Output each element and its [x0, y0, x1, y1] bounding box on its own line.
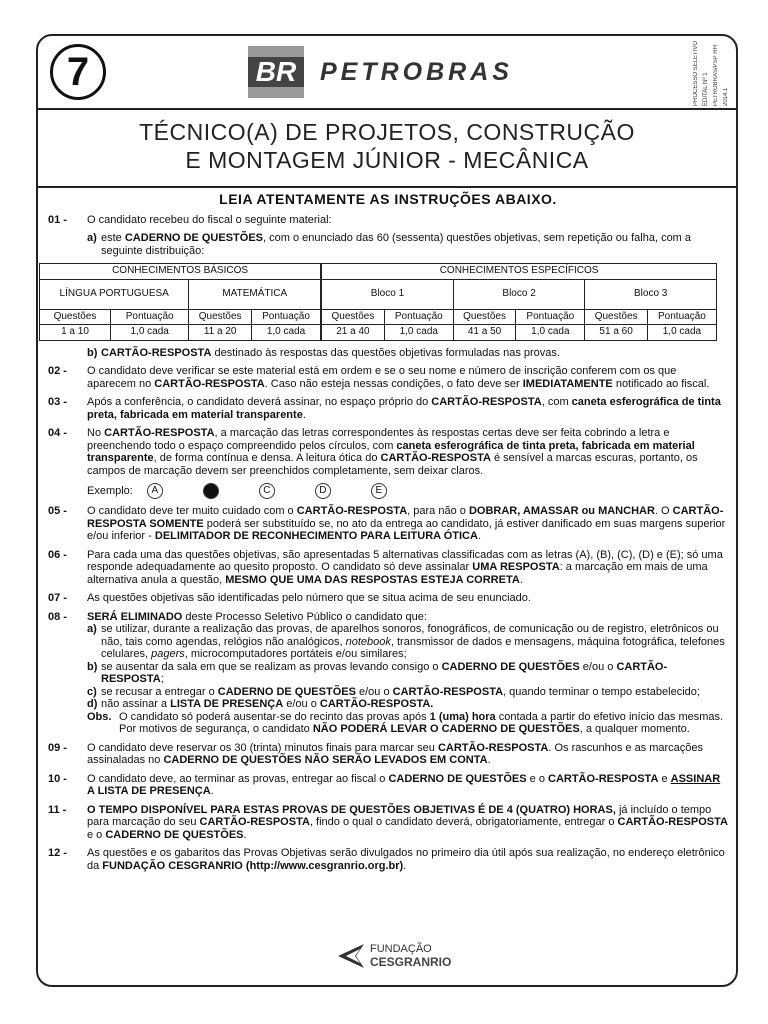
example-bubble-a: A: [147, 483, 163, 499]
example-bubble-c: C: [259, 483, 275, 499]
instructions: [48, 188, 728, 878]
instruction-10: 10 - O candidato deve, ao terminar as provas, entregar ao fiscal o CADERNO DE QUESTÕES e o CARTÃO-RESPOSTA e ASSINAR A LISTA DE PRESENÇA.: [48, 772, 721, 797]
instructions-title: LEIA ATENTAMENTE AS INSTRUÇÕES ABAIXO.: [219, 191, 557, 207]
instruction-02: 02 - O candidato deve verificar se este material está em ordem e se o seu nome e número de inscrição conferem com os que aparecem no CARTÃO-RESPOSTA. Caso não esteja nessas condições, o fato deve ser IMEDIATAMENTE notificado ao fiscal.: [48, 365, 710, 390]
footer-line-1: FUNDAÇÃO: [370, 943, 432, 955]
br-logo-mark: BR: [248, 46, 304, 98]
example-bubble-e: E: [371, 483, 387, 499]
instruction-08: 08 - SERÁ ELIMINADO deste Processo Seletivo Público o candidato que: a) se utilizar, durante a realização das provas, de aparelhos sonoros, fonográficos, de comunicação ou de registro, eletrônicos ou não, tais como agendas, relógios não analógicos, notebook, transmissor de dados e mensagens, máquina fotográfica, telefones celulares, pagers, microcomputadores portáteis e/ou similares; b) se ausentar da sala em que se realizam as provas levando consigo o CADERNO DE QUESTÕES e/ou o CARTÃO-RESPOSTA; c) se recusar a entregar o CADERNO DE QUESTÕES e/ou o CARTÃO-RESPOSTA, quando terminar o tempo estabelecido; d) não assinar a LISTA DE PRESENÇA e/ou o CARTÃO-RESPOSTA. Obs. O candidato só poderá ausentar-se do recinto das provas após 1 (uma) hora contada a partir do efetivo início das mesmas. Por motivos de segurança, o candidato NÃO PODERÁ LEVAR O CADERNO DE QUESTÕES, a qualquer momento.: [48, 610, 725, 735]
logo-text: PETROBRAS: [320, 58, 513, 86]
petrobras-logo: [248, 46, 528, 98]
cesgranrio-arrow-icon: [336, 942, 366, 970]
exam-title: [38, 112, 736, 188]
marking-example: Exemplo: A C D E: [87, 483, 728, 499]
title-line-1: TÉCNICO(A) DE PROJETOS, CONSTRUÇÃO: [139, 119, 635, 145]
side-vertical-text: PROCESSO SELETIVO EDITAL Nº 1 PETROBRAS/PSP RH 2014.1: [693, 40, 729, 106]
title-line-2: E MONTAGEM JÚNIOR - MECÂNICA: [185, 147, 589, 173]
instruction-11: 11 - O TEMPO DISPONÍVEL PARA ESTAS PROVAS DE QUESTÕES OBJETIVAS É DE 4 (QUATRO) HORAS, já incluído o tempo para marcação do seu CARTÃO-RESPOSTA, findo o qual o candidato deverá, obrigatoriamente, entregar o CARTÃO-RESPOSTA e o CADERNO DE QUESTÕES.: [48, 803, 728, 841]
instruction-01b: b) CARTÃO-RESPOSTA destinado às respostas das questões objetivas formuladas nas provas.: [87, 346, 560, 359]
instruction-07: 07 - As questões objetivas são identificadas pelo número que se situa acima de seu enunciado.: [48, 592, 531, 604]
example-bubble-d: D: [315, 483, 331, 499]
instruction-12: 12 - As questões e os gabaritos das Provas Objetivas serão divulgados no primeiro dia útil após sua realização, no endereço eletrônico da FUNDAÇÃO CESGRANRIO (http://www.cesgranrio.org.br).: [48, 847, 725, 872]
footer-line-2: CESGRANRIO: [370, 955, 452, 969]
instruction-05: 05 - O candidato deve ter muito cuidado com o CARTÃO-RESPOSTA, para não o DOBRAR, AMASSAR ou MANCHAR. O CARTÃO-RESPOSTA SOMENTE poderá ser substituído se, no ato da entrega ao candidato, já estiver danificado em suas margens superior e/ou inferior - DELIMITADOR DE RECONHECIMENTO PARA LEITURA ÓTICA.: [48, 505, 726, 542]
header: [38, 36, 736, 110]
instruction-01: 01 - O candidato recebeu do fiscal o seguinte material: a) este CADERNO DE QUESTÕES, com o enunciado das 60 (sessenta) questões objetivas, sem repetição ou falha, com a seguinte distribuição:: [48, 213, 692, 257]
instruction-06: 06 - Para cada uma das questões objetivas, são apresentadas 5 alternativas classificadas com as letras (A), (B), (C), (D) e (E); só uma responde adequadamente ao quesito proposto. O candidato só deve assinalar UMA RESPOSTA: a marcação em mais de uma alternativa anula a questão, MESMO QUE UMA DAS RESPOSTAS ESTEJA CORRETA.: [48, 548, 723, 586]
booklet-number: 7: [50, 44, 106, 100]
instruction-09: 09 - O candidato deve reservar os 30 (trinta) minutos finais para marcar seu CARTÃO-RESPOSTA. Os rascunhos e as marcações assinaladas no CADERNO DE QUESTÕES NÃO SERÃO LEVADOS EM CONTA.: [48, 741, 704, 766]
example-bubble-b-filled: [203, 483, 219, 499]
cesgranrio-logo: [336, 938, 452, 974]
instruction-03: 03 - Após a conferência, o candidato deverá assinar, no espaço próprio do CARTÃO-RESPOSTA, com caneta esferográfica de tinta preta, fabricada em material transparente.: [48, 396, 721, 421]
question-distribution-table: CONHECIMENTOS BÁSICOS CONHECIMENTOS ESPECÍFICOS LÍNGUA PORTUGUESA MATEMÁTICA Bloco 1 Bloco 2 Bloco 3 Questões Pontuação Questões Pontuação Questões Pontuação Questões Pontuação Questões Pontuação 1 a 10 1,0 cada 11 a 20 1,0 cada 21 a 40 1,0 cada 41 a 50 1,0 cada 51 a 60 1,0 cada: [39, 263, 717, 341]
instruction-04: 04 - No CARTÃO-RESPOSTA, a marcação das letras correspondentes às respostas certas deve ser feita cobrindo a letra e preenchendo todo o espaço compreendido pelos círculos, com caneta esferográfica de tinta preta, fabricada em material transparente, de forma contínua e densa. A leitura ótica do CARTÃO-RESPOSTA é sensível a marcas escuras, portanto, os campos de marcação devem ser preenchidos completamente, sem deixar claros.: [48, 427, 698, 477]
page-frame: [36, 34, 738, 987]
